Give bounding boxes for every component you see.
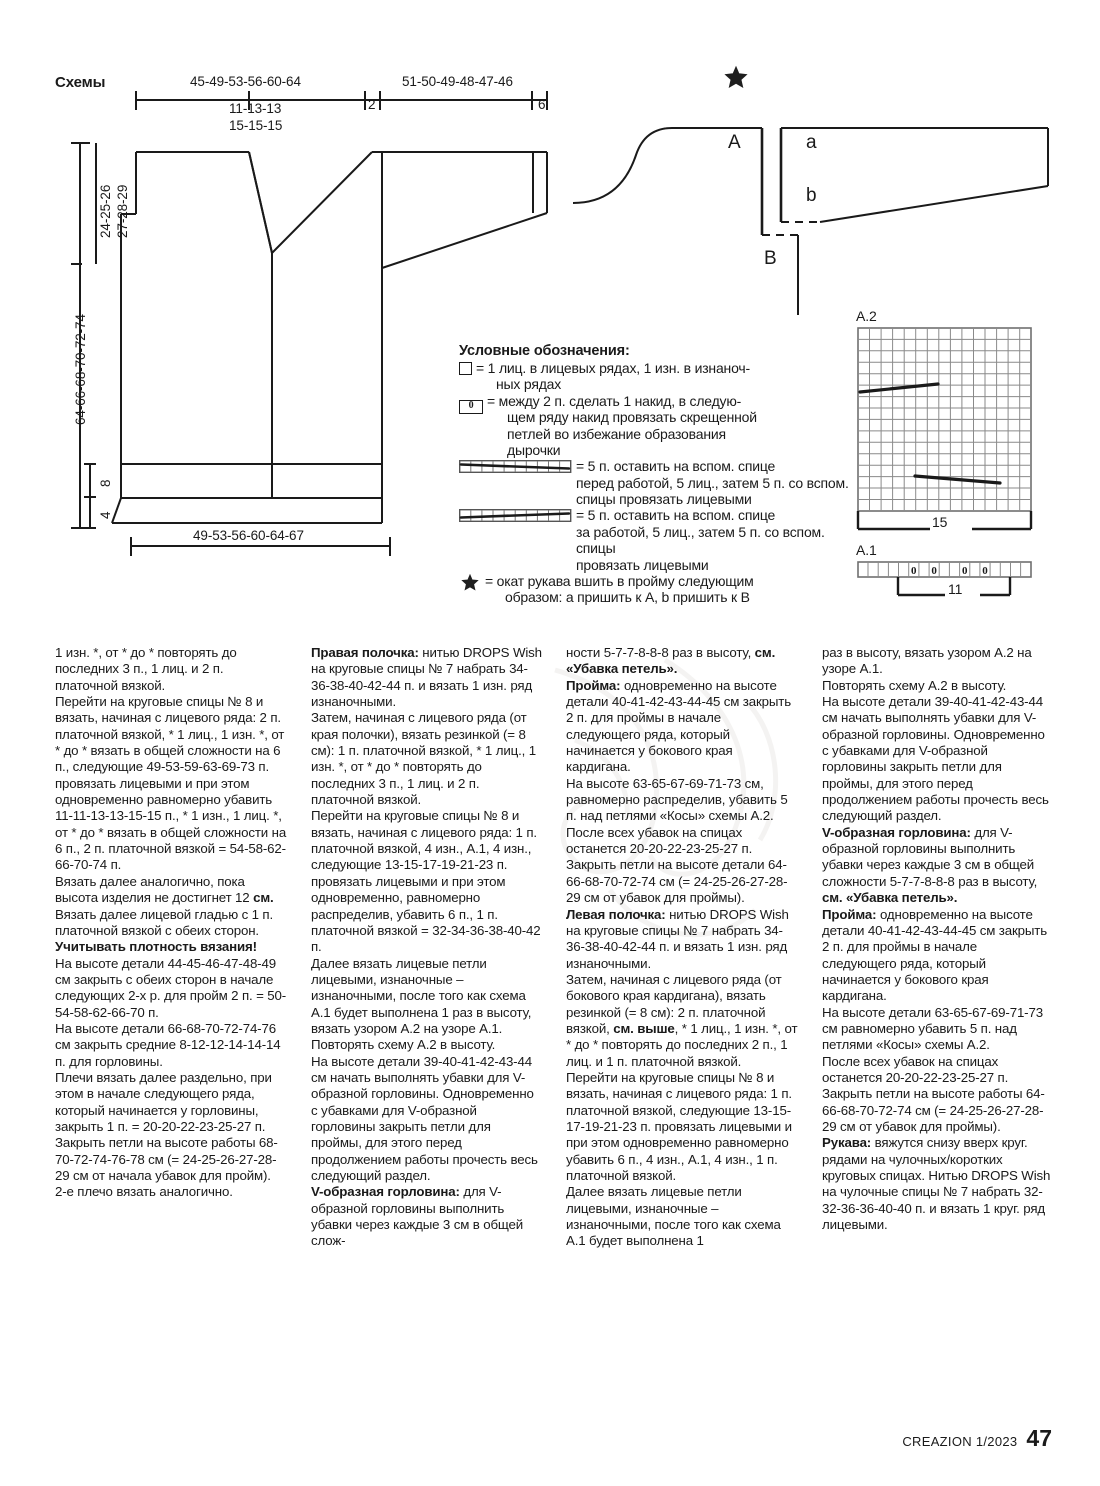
legend-item-cable-front-text: = 5 п. оставить на вспом. спице <box>576 458 776 475</box>
legend-item-cable-back-cont2: провязать лицевыми <box>576 556 709 573</box>
knit-stitch-box-icon <box>459 362 472 378</box>
legend-item-yarnover-cont3: дырочки <box>507 441 561 458</box>
sleeve-label-b: b <box>806 185 817 206</box>
emphasis: см. <box>253 890 274 906</box>
paragraph: Затем, начиная с лицевого ряда (от края полочки), вязать резинкой (= 8 см): 1 п. платочной вязкой, * 1 лиц., 1 изн. *, от * до * повторять до последних 3 п., 1 лиц. и 2 п. платочной вязкой. <box>311 710 536 808</box>
cable-front-icon <box>459 460 572 476</box>
shoulder-mark-right: 6 <box>538 97 546 112</box>
page-number: 47 <box>1026 1425 1052 1451</box>
paragraph: Закрыть петли на высоте работы 68-70-72-74-76-78 см (= 24-25-26-27-28-29 см от начала убавок для пройм). <box>55 1135 278 1183</box>
legend-item-cable-back <box>459 507 849 573</box>
paragraph: После всех убавок на спицах останется 20-20-22-23-25-27 п. Закрыть петли на высоте детали 64-66-68-70-72-74 см (= 24-25-26-27-28-29 см от убавок для проймы). <box>566 824 788 906</box>
svg-text:0: 0 <box>961 565 968 577</box>
top-width-right-label: 51-50-49-48-47-46 <box>402 74 513 89</box>
paragraph: Вязать далее аналогично, пока высота изделия не достигнет 12 см. Вязать далее лицевой гладью с 1 п. платочной вязкой с обеих сторон. <box>55 873 274 938</box>
emphasis: см. «Убавка петель». <box>822 890 958 906</box>
cable-back-icon <box>459 509 572 525</box>
emphasis: Пройма: <box>822 906 877 922</box>
paragraph: Перейти на круговые спицы № 8 и вязать, начиная с лицевого ряда: 2 п. платочной вязкой, * 1 лиц., 1 изн. *, от * до * вязать в общей сложности на 6 п., следующие 49-53-59-63-69-73 п. провязать лицевыми и при этом одновременно равномерно убавить 11-11-13-13-15-15 п., * 1 изн., 1 лиц. *, от * до * вязать в общей сложности на 6 п., 2 п. платочной вязкой = 54-58-62-66-70-74 п. <box>55 694 287 873</box>
schematics-area <box>0 0 1100 630</box>
top-width-left-label: 45-49-53-56-60-64 <box>190 74 301 89</box>
shoulder-mark-left: 2 <box>368 97 376 112</box>
armhole-height-line2: 27-28-29 <box>115 184 130 238</box>
emphasis: Правая полочка: <box>311 645 419 660</box>
legend-title: Условные обозначения: <box>459 343 630 359</box>
legend-item-cable-front <box>459 458 849 507</box>
chart-A1-label: A.1 <box>856 542 877 558</box>
legend-item-knit-text: = 1 лиц. в лицевых рядах, 1 изн. в изнаноч- <box>476 360 750 376</box>
rib-height-label: 8 <box>98 479 113 487</box>
paragraph: Далее вязать лицевые петли лицевыми, изнаночные – изнаночными, после того как схема A.1 будет выполнена 1 раз в высоту, вязать узором A.2 на узоре A.1. <box>311 955 532 1036</box>
footer <box>902 1425 1052 1452</box>
legend-item-cable-front-cont2: спицы провязать лицевыми <box>576 491 752 507</box>
emphasis: выше <box>637 1020 675 1036</box>
paragraph: Далее вязать лицевые петли лицевыми, изнаночные – изнаночными, после того как схема A.1 будет выполнена 1 <box>566 1184 781 1249</box>
emphasis: см. <box>613 1020 634 1036</box>
paragraph: На высоте детали 63-65-67-69-71-73 см равномерно убавить 5 п. над петлями «Косы» схемы A.2. <box>822 1004 1043 1053</box>
text-column-2 <box>311 645 543 1250</box>
legend-item-cable-back-cont1: за работой, 5 лиц., затем 5 п. со вспом. спицы <box>576 523 825 557</box>
legend-item-cable-back-text: = 5 п. оставить на вспом. спице <box>576 507 776 524</box>
bottom-width-label: 49-53-56-60-64-67 <box>193 528 304 543</box>
legend-item-yarnover-cont2: петлей во избежание образования <box>507 425 726 442</box>
yarn-over-glyph: 0 <box>459 400 483 414</box>
text-column-3 <box>566 645 798 1250</box>
legend-item-star <box>459 573 849 606</box>
paragraph: Затем, начиная с лицевого ряда (от бокового края кардигана), вязать резинкой (= 8 см): 2 п. платочной вязкой, см. выше, * 1 лиц., 1 изн. *, от * до * повторять до последних 2 п., 1 лиц. и 1 п. платочной вязкой. <box>566 971 798 1069</box>
emphasis: Левая полочка: <box>566 906 666 922</box>
paragraph: Пройма: одновременно на высоте детали 40-41-42-43-44-45 см закрыть 2 п. для проймы в начале следующего ряда, который начинается у бокового края кардигана. <box>822 906 1048 1004</box>
footer-source: CREAZION 1/2023 <box>902 1434 1018 1449</box>
legend-item-cable-front-cont1: перед работой, 5 лиц., затем 5 п. со вспом. <box>576 474 849 491</box>
chart-A1-repeat-label: 11 <box>948 581 963 597</box>
text-column-4 <box>822 645 1054 1233</box>
legend-item-yarnover <box>459 393 849 459</box>
armhole-height-line1: 24-25-26 <box>98 184 113 238</box>
paragraph: V-образная горловина: для V-образной горловины выполнить убавки через каждые 3 см в общей слож- <box>311 1184 524 1249</box>
emphasis: см. «Убавка петель». <box>566 645 776 677</box>
neck-width-line2: 15-15-15 <box>229 118 283 133</box>
paragraph: Рукава: вяжутся снизу вверх круг. рядами на чулочных/коротких круговых спицах. Нитью DROPS Wish на чулочные спицы № 7 набрать 32-32-36-36-40-40 п. и вязать 1 круг. ряд лицевыми. <box>822 1135 1051 1233</box>
legend-item-yarnover-text: = между 2 п. сделать 1 накид, в следую- <box>487 392 742 409</box>
legend-item-star-cont: образом: а пришить к A, b пришить к B <box>505 589 750 606</box>
hem-height-label: 4 <box>98 511 113 519</box>
paragraph: На высоте детали 39-40-41-42-43-44 см начать выполнять убавки для V-образной горловины. Одновременно с убавками для V-образной горловины закрыть петли для проймы, для этого перед продолжением работы прочесть весь следующий раздел. <box>311 1053 538 1183</box>
paragraph: раз в высоту, вязать узором A.2 на узоре A.1. <box>822 645 1032 677</box>
star-icon <box>726 67 747 87</box>
text-column-1 <box>55 645 287 1201</box>
paragraph: Пройма: одновременно на высоте детали 40-41-42-43-44-45 см закрыть 2 п. для проймы в начале следующего ряда, который начинается у бокового края кардигана. <box>566 677 792 775</box>
paragraph: На высоте детали 44-45-46-47-48-49 см закрыть с обеих сторон в начале следующих 2-х р. для пройм 2 п. = 50-54-58-62-66-70 п. <box>55 955 287 1020</box>
paragraph <box>55 939 287 955</box>
paragraph: На высоте детали 39-40-41-42-43-44 см начать выполнять убавки для V-образной горловины. Одновременно с убавками для V-образной горловины закрыть петли для проймы, для этого перед продолжением работы прочесть весь следующий раздел. <box>822 694 1049 824</box>
svg-text:0: 0 <box>982 565 988 577</box>
sleeve-label-B: B <box>764 248 777 269</box>
svg-text:0: 0 <box>931 565 937 577</box>
legend-block <box>459 343 849 606</box>
schemes-heading: Схемы <box>55 74 106 91</box>
paragraph: Левая полочка: нитью DROPS Wish на круговые спицы № 7 набрать 34-36-38-40-42-44 п. и вязать 1 изн. ряд изнаночными. <box>566 906 789 971</box>
emphasis: V-образная горловина: <box>822 824 971 840</box>
paragraph: Повторять схему A.2 в высоту. <box>822 677 1007 693</box>
legend-item-yarnover-cont1: щем ряду накид провязать скрещенной <box>507 409 757 426</box>
neck-width-line1: 11-13-13 <box>229 101 282 116</box>
paragraph: Перейти на круговые спицы № 8 и вязать, начиная с лицевого ряда: 1 п. платочной вязкой, 4 изн., A.1, 4 изн., следующие 13-15-17-19-21-23 п. провязать лицевыми и при этом одновременно, равномерно распределив, убавить 6 п., 1 п. платочной вязкой = 32-34-36-38-40-42 п. <box>311 808 541 955</box>
chart-A2-grid <box>858 328 1031 529</box>
paragraph: ности 5-7-7-8-8-8 раз в высоту, см. «Убавка петель». <box>566 645 776 677</box>
paragraph: Правая полочка: нитью DROPS Wish на круговые спицы № 7 набрать 34-36-38-40-42-44 п. и вязать 1 изн. ряд изнаночными. <box>311 645 542 710</box>
text-columns <box>0 645 1100 1435</box>
legend-item-knit <box>459 360 849 393</box>
sleeve-label-a: a <box>806 132 817 153</box>
paragraph: Плечи вязать далее раздельно, при этом в начале следующего ряда, который начинается у горловины, закрыть 1 п. = 20-20-22-23-25-27 п. <box>55 1069 272 1134</box>
emphasis: Пройма: <box>566 677 621 693</box>
emphasis: Рукава: <box>822 1135 872 1151</box>
emphasis: V-образная горловина: <box>311 1184 460 1200</box>
paragraph: 2-е плечо вязать аналогично. <box>55 1184 233 1200</box>
chart-A2-label: A.2 <box>856 308 877 324</box>
paragraph: На высоте детали 66-68-70-72-74-76 см закрыть средние 8-12-12-14-14-14 п. для горловины. <box>55 1020 281 1069</box>
paragraph: На высоте 63-65-67-69-71-73 см, равномерно распределив, убавить 5 п. над петлями «Косы» схемы A.2. <box>566 775 788 824</box>
svg-text:0: 0 <box>911 565 917 577</box>
paragraph: Повторять схему A.2 в высоту. <box>311 1037 496 1053</box>
chart-A1-grid <box>858 562 1031 595</box>
legend-item-knit-cont: ных рядах <box>496 376 562 393</box>
paragraph: После всех убавок на спицах останется 20-20-22-23-25-27 п. Закрыть петли на высоте работы 64-66-68-70-72-74 см (= 24-25-26-27-28-29 см от убавок для проймы). <box>822 1053 1045 1134</box>
sleeve-label-A: A <box>728 132 741 153</box>
legend-item-star-text: = окат рукава вшить в пройму следующим <box>485 572 754 589</box>
emphasis: Учитывать плотность вязания! <box>55 939 257 955</box>
paragraph: V-образная горловина: для V-образной горловины выполнить убавки через каждые 3 см в общей сложности 5-7-7-8-8-8 раз в высоту, см. «Убавка петель». <box>822 824 1038 906</box>
yarn-over-box-icon <box>459 395 483 414</box>
paragraph: 1 изн. *, от * до * повторять до последних 3 п., 1 лиц. и 2 п. платочной вязкой. <box>55 645 237 693</box>
paragraph: Перейти на круговые спицы № 8 и вязать, начиная с лицевого ряда: 1 п. платочной вязкой, следующие 13-15-17-19-21-23 п. провязать лицевыми и при этом одновременно равномерно убавить 6 п., 4 изн., A.1, 4 изн., 1 п. платочной вязкой. <box>566 1069 792 1183</box>
star-icon <box>459 574 481 595</box>
chart-A2-repeat-label: 15 <box>932 514 948 530</box>
total-height-label: 64-66-68-70-72-74 <box>73 314 88 425</box>
